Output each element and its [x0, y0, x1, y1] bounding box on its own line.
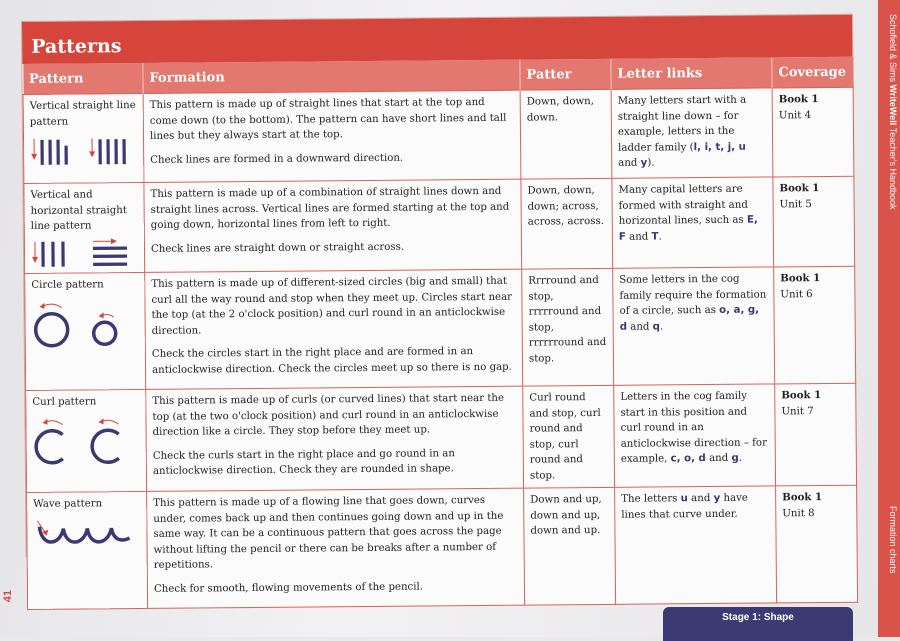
- links-text: have lines that curve under.: [621, 493, 748, 521]
- formation-check: Check lines are formed in a downward direction.: [150, 149, 514, 168]
- links-text: and: [706, 453, 732, 464]
- formation-cell: [144, 179, 522, 272]
- pattern-name: Circle pattern: [31, 277, 138, 293]
- wave-pattern-icon: [33, 515, 141, 552]
- header-patter: Patter: [520, 59, 611, 90]
- section-label: Formation charts: [880, 506, 898, 586]
- coverage-book: Book 1: [779, 181, 847, 197]
- coverage-unit: Unit 5: [780, 196, 848, 212]
- pattern-name: Vertical straight line pattern: [30, 98, 137, 130]
- vertical-lines-pattern-icon: [30, 133, 138, 166]
- links-text: Letters in the cog family start in this position and curl round in an anticlockwise direction – for example,: [620, 391, 767, 465]
- formation-check: Check the curls start in the right place and go round in an anticlockwise direction. Check they are rounded in shape.: [153, 445, 517, 479]
- stage-tab: Stage 1: Shape: [663, 607, 853, 641]
- links-text: The letters: [621, 493, 681, 505]
- pattern-cell: [26, 389, 147, 492]
- formation-cell: [147, 488, 525, 608]
- table-row: [23, 87, 854, 183]
- links-letters: E, F: [619, 215, 758, 243]
- links-text: and: [688, 493, 714, 504]
- links-letters: y: [641, 158, 648, 169]
- links-letters: q: [653, 321, 660, 332]
- table-row: [27, 485, 858, 609]
- formation-text: This pattern is made up of straight lines that start at the top and come down (to the bottom). The pattern can have short lines and tall lines but they always start at the top.: [150, 95, 514, 145]
- coverage-unit: Unit 6: [780, 286, 848, 302]
- patter-cell: Down, down, down; across, across, across.: [521, 178, 613, 269]
- coverage-unit: Unit 8: [782, 505, 850, 521]
- links-text: ).: [647, 157, 654, 168]
- handbook-name: Teacher's Handbook: [888, 128, 898, 210]
- patter-cell: Down and up, down and up, down and up.: [524, 487, 616, 605]
- pattern-cell: [24, 182, 145, 273]
- letter-links-cell: [612, 177, 774, 268]
- coverage-unit: Unit 4: [779, 107, 847, 123]
- formation-text: This pattern is made up of different-sized circles (big and small) that curl all the way round and stop when they meet up. Circles start near the top (at the 2 o'clock position) and curl round in an anticlockwise direction.: [151, 274, 516, 339]
- coverage-unit: Unit 7: [781, 403, 849, 419]
- header-pattern: Pattern: [23, 63, 143, 95]
- publisher-name: Schofield & Sims: [888, 14, 898, 82]
- formation-check: Check the circles start in the right place and are formed in an anticlockwise direction. Check the circles meet up so there is no gap.: [152, 344, 516, 378]
- links-letters: c, o, d: [671, 453, 706, 464]
- coverage-book: Book 1: [781, 388, 849, 404]
- formation-check: Check lines are straight down or straight across.: [151, 238, 515, 257]
- pattern-name: Wave pattern: [33, 496, 140, 512]
- pattern-cell: [23, 93, 144, 183]
- patter-cell: Curl round and stop, curl round and stop, curl round and stop.: [523, 385, 615, 488]
- coverage-cell: [776, 485, 858, 603]
- table-row: [25, 266, 856, 390]
- coverage-cell: [773, 176, 855, 267]
- links-letters: u: [681, 493, 688, 504]
- links-text: .: [658, 231, 661, 242]
- pattern-cell: [25, 272, 146, 390]
- formation-cell: [145, 269, 523, 389]
- formation-text: This pattern is made up of curls (or curved lines) that start near the top (at the two o'clock position) and curl round in an anticlockwise direction like a circle. They stop before they meet up.: [152, 391, 516, 441]
- links-text: Many capital letters are formed with straight and horizontal lines, such as: [618, 184, 747, 227]
- formation-text: This pattern is made up of a flowing line that goes down, curves under, comes back up and then continues going down and up in the same way. It can be a continuous pattern that goes across the page without lifting the pencil or there can be breaks after a number of repetitions.: [153, 493, 518, 574]
- patter-cell: Rrrround and stop, rrrrround and stop, rrrrrround and stop.: [522, 268, 614, 386]
- links-text: .: [660, 321, 663, 332]
- table-row: [26, 383, 857, 492]
- coverage-book: Book 1: [779, 92, 847, 108]
- page-number: 41: [2, 590, 14, 602]
- links-text: and: [626, 231, 652, 242]
- letter-links-cell: [611, 88, 773, 178]
- formation-text: This pattern is made up of a combination of straight lines down and straight lines across. Vertical lines are formed starting at the top and going down, horizontal lines from left to right.: [150, 184, 514, 234]
- coverage-cell: [772, 87, 854, 177]
- curl-pattern-icon: [32, 413, 140, 466]
- links-letters: l, i, t, j, u: [694, 141, 746, 152]
- formation-cell: [143, 90, 521, 182]
- links-letters: o, a, g, d: [620, 305, 759, 333]
- table-row: [24, 176, 855, 273]
- vertical-horizontal-pattern-icon: [31, 237, 139, 268]
- coverage-book: Book 1: [780, 271, 848, 287]
- links-text: Many letters start with a straight line down – for example, letters in the ladder family (: [618, 95, 747, 154]
- coverage-cell: [774, 266, 856, 384]
- formation-cell: [146, 386, 524, 491]
- links-letters: g: [731, 453, 738, 464]
- letter-links-cell: [613, 267, 775, 385]
- patter-cell: Down, down, down.: [520, 89, 612, 179]
- brand-name: WriteWell: [888, 85, 898, 126]
- letter-links-cell: [615, 486, 777, 604]
- links-letters: T: [651, 231, 658, 242]
- coverage-book: Book 1: [782, 490, 850, 506]
- header-letter-links: Letter links: [611, 57, 772, 89]
- links-text: and: [627, 321, 653, 332]
- circle-pattern-icon: [31, 296, 139, 349]
- letter-links-cell: [614, 384, 776, 487]
- links-text: Some letters in the cog family require the formation of a circle, such as: [619, 274, 766, 317]
- header-coverage: Coverage: [772, 57, 853, 88]
- side-running-head: [880, 14, 898, 234]
- patterns-table: [22, 57, 858, 610]
- patterns-chart: [22, 15, 857, 556]
- coverage-cell: [775, 383, 857, 486]
- pattern-name: Vertical and horizontal straight line pattern: [30, 187, 137, 234]
- links-text: .: [739, 453, 742, 464]
- links-text: and: [618, 158, 641, 169]
- formation-check: Check for smooth, flowing movements of the pencil.: [154, 578, 518, 597]
- header-formation: Formation: [143, 60, 520, 94]
- pattern-name: Curl pattern: [32, 394, 139, 410]
- pattern-cell: [27, 491, 148, 609]
- links-letters: y: [714, 493, 721, 504]
- chart-title: Patterns: [22, 15, 852, 64]
